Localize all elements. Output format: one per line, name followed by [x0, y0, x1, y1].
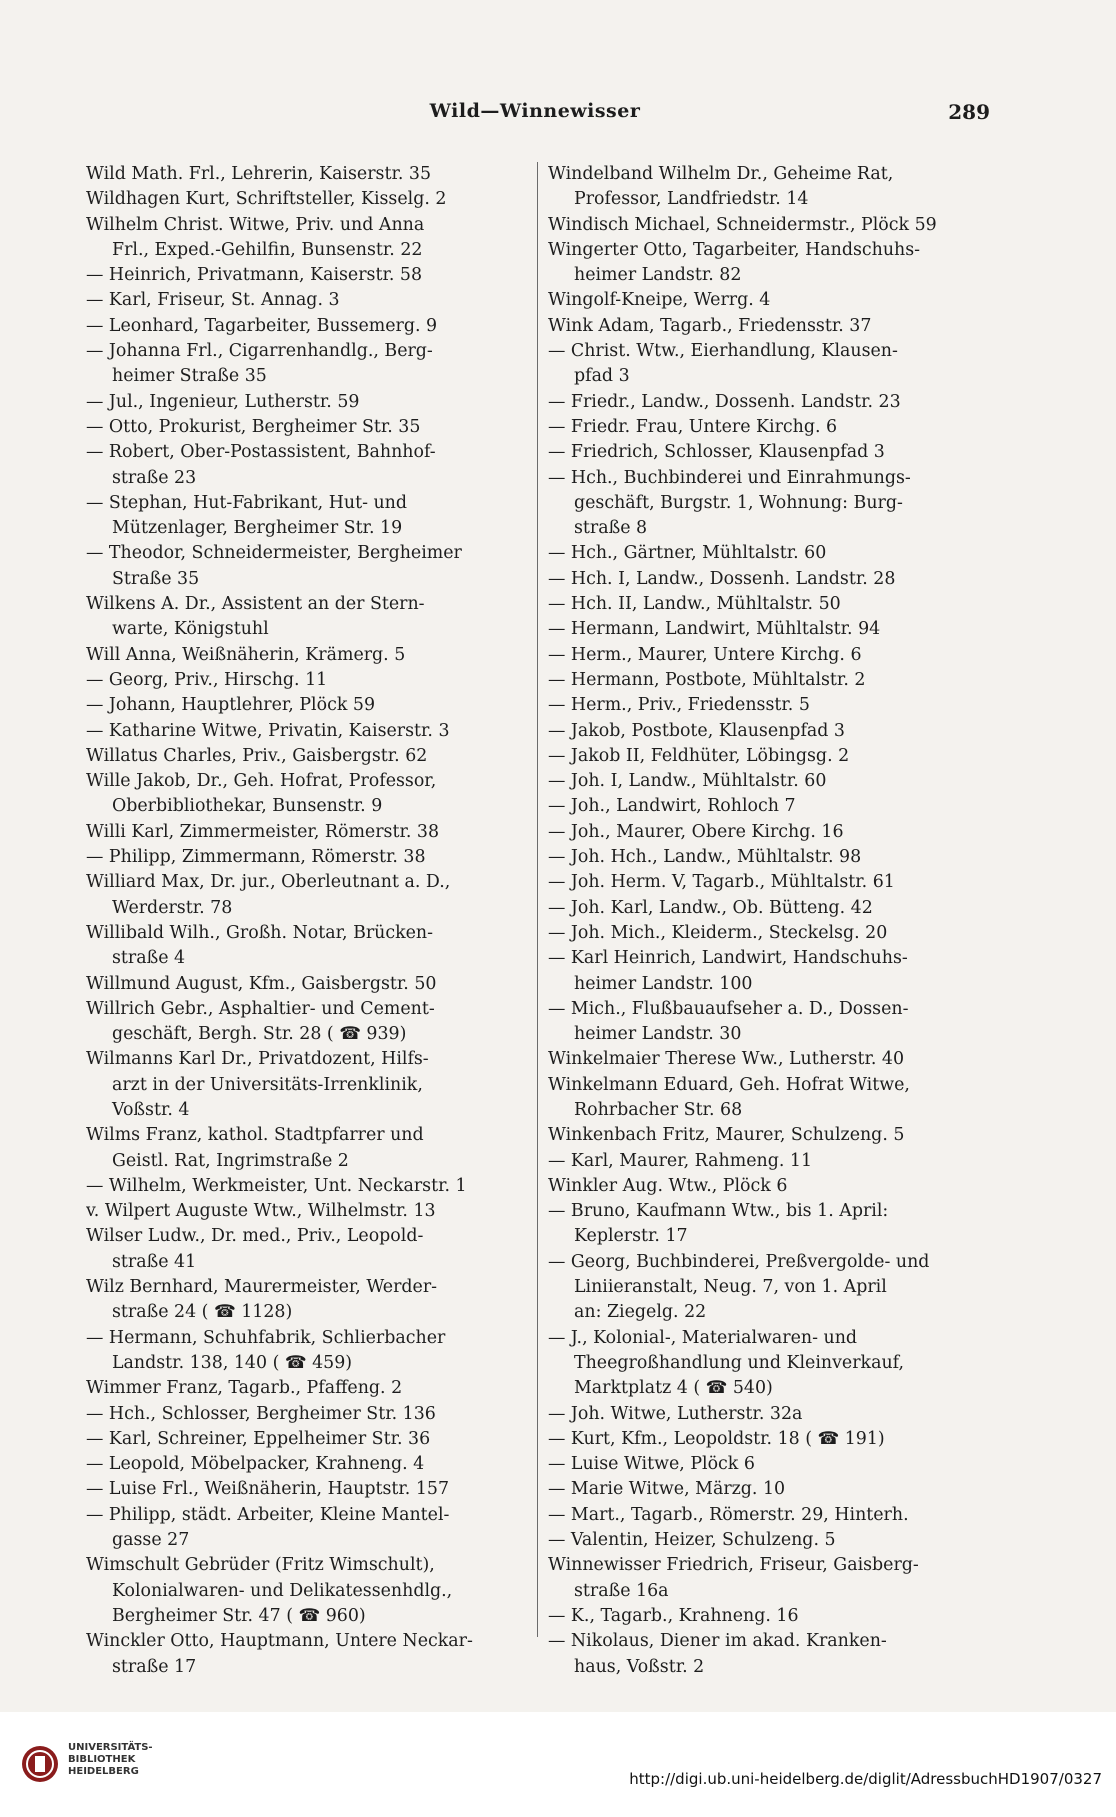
directory-line: — Georg, Buchbinderei, Preßvergolde- und — [548, 1251, 930, 1272]
column-divider — [537, 162, 538, 1637]
directory-line: — Leonhard, Tagarbeiter, Bussemerg. 9 — [86, 315, 438, 336]
directory-line: — Friedr. Frau, Untere Kirchg. 6 — [548, 416, 838, 437]
directory-line: — Philipp, städt. Arbeiter, Kleine Mantel- — [86, 1504, 450, 1525]
directory-line: Bergheimer Str. 47 ( ☎ 960) — [112, 1605, 366, 1626]
directory-line: — Hermann, Schuhfabrik, Schlierbacher — [86, 1327, 446, 1348]
directory-line: — Mich., Flußbauaufseher a. D., Dossen- — [548, 998, 909, 1019]
directory-line: Rohrbacher Str. 68 — [574, 1099, 743, 1120]
directory-line: — Luise Frl., Weißnäherin, Hauptstr. 157 — [86, 1479, 450, 1500]
directory-line: — Hermann, Postbote, Mühltalstr. 2 — [548, 669, 866, 690]
right-column — [548, 162, 992, 1680]
directory-line: — Joh. Herm. V, Tagarb., Mühltalstr. 61 — [548, 872, 895, 893]
directory-line: — Philipp, Zimmermann, Römerstr. 38 — [86, 847, 426, 868]
directory-line: — Bruno, Kaufmann Wtw., bis 1. April: — [548, 1201, 889, 1222]
directory-line: — Herm., Priv., Friedensstr. 5 — [548, 695, 810, 716]
directory-line: gasse 27 — [112, 1530, 190, 1551]
directory-line: — Hch. II, Landw., Mühltalstr. 50 — [548, 594, 841, 615]
directory-line: Landstr. 138, 140 ( ☎ 459) — [112, 1352, 353, 1373]
directory-line: — Theodor, Schneidermeister, Bergheimer — [86, 543, 462, 564]
directory-line: Wink Adam, Tagarb., Friedensstr. 37 — [548, 315, 872, 336]
directory-line: haus, Voßstr. 2 — [574, 1656, 705, 1677]
directory-line: — J., Kolonial-, Materialwaren- und — [548, 1327, 858, 1348]
directory-line: — Jakob, Postbote, Klausenpfad 3 — [548, 720, 845, 741]
directory-line: straße 8 — [574, 518, 648, 539]
running-head — [80, 100, 990, 134]
directory-line: an: Ziegelg. 22 — [574, 1302, 707, 1323]
directory-line: Winnewisser Friedrich, Friseur, Gaisberg- — [548, 1555, 919, 1576]
footer-bar — [0, 1712, 1116, 1817]
directory-line: — Hch., Buchbinderei und Einrahmungs- — [548, 467, 911, 488]
directory-line: — Jul., Ingenieur, Lutherstr. 59 — [86, 391, 360, 412]
directory-line: — Friedrich, Schlosser, Klausenpfad 3 — [548, 442, 885, 463]
directory-line: — Hch., Schlosser, Bergheimer Str. 136 — [86, 1403, 436, 1424]
directory-line: Straße 35 — [112, 568, 200, 589]
directory-line: — Joh. I, Landw., Mühltalstr. 60 — [548, 771, 827, 792]
directory-line: Wilhelm Christ. Witwe, Priv. und Anna — [86, 214, 425, 235]
directory-line: Wimschult Gebrüder (Fritz Wimschult), — [86, 1555, 435, 1576]
directory-line: Winkenbach Fritz, Maurer, Schulzeng. 5 — [548, 1125, 905, 1146]
directory-line: — Nikolaus, Diener im akad. Kranken- — [548, 1631, 887, 1652]
directory-line: — Leopold, Möbelpacker, Krahneng. 4 — [86, 1454, 425, 1475]
left-column — [86, 162, 526, 1680]
directory-line: Wild Math. Frl., Lehrerin, Kaiserstr. 35 — [86, 164, 432, 184]
directory-line: — Herm., Maurer, Untere Kirchg. 6 — [548, 644, 862, 665]
directory-line: Winkler Aug. Wtw., Plöck 6 — [548, 1175, 788, 1196]
directory-line: Will Anna, Weißnäherin, Krämerg. 5 — [86, 644, 406, 665]
directory-line: — Hch., Gärtner, Mühltalstr. 60 — [548, 543, 827, 564]
directory-line: heimer Landstr. 82 — [574, 265, 742, 286]
running-title: Wild—Winnewisser — [429, 100, 641, 122]
directory-line: — Joh. Witwe, Lutherstr. 32a — [548, 1403, 803, 1424]
directory-line: — Mart., Tagarb., Römerstr. 29, Hinterh. — [548, 1504, 909, 1525]
directory-line: Marktplatz 4 ( ☎ 540) — [574, 1378, 773, 1399]
library-logo[interactable] — [20, 1740, 170, 1800]
directory-line: pfad 3 — [574, 366, 630, 387]
directory-line: straße 4 — [112, 948, 186, 969]
directory-line: Willrich Gebr., Asphaltier- und Cement- — [86, 998, 435, 1019]
directory-line: Wimmer Franz, Tagarb., Pfaffeng. 2 — [86, 1378, 403, 1399]
directory-line: Wilms Franz, kathol. Stadtpfarrer und — [86, 1125, 424, 1146]
directory-line: — Valentin, Heizer, Schulzeng. 5 — [548, 1530, 836, 1551]
directory-line: — Joh., Landwirt, Rohloch 7 — [548, 796, 796, 817]
directory-line: — Johann, Hauptlehrer, Plöck 59 — [86, 695, 376, 716]
directory-line: arzt in der Universitäts-Irrenklinik, — [112, 1074, 423, 1095]
library-logo-text: UNIVERSITÄTS- BIBLIOTHEK HEIDELBERG — [68, 1742, 153, 1777]
source-url[interactable]: http://digi.ub.uni-heidelberg.de/diglit/AdressbuchHD1907/0327 — [629, 1770, 1102, 1788]
directory-line: — Luise Witwe, Plöck 6 — [548, 1454, 755, 1475]
directory-line: heimer Landstr. 100 — [574, 973, 753, 994]
directory-line: Willmund August, Kfm., Gaisbergstr. 50 — [86, 973, 437, 994]
directory-line: straße 41 — [112, 1251, 197, 1272]
directory-line: Wingolf-Kneipe, Werrg. 4 — [548, 290, 771, 311]
directory-line: straße 17 — [112, 1656, 197, 1677]
directory-line: Windisch Michael, Schneidermstr., Plöck 59 — [548, 214, 937, 235]
directory-line: — Hermann, Landwirt, Mühltalstr. 94 — [548, 619, 881, 640]
directory-line: — Christ. Wtw., Eierhandlung, Klausen- — [548, 341, 898, 362]
directory-line: — Hch. I, Landw., Dossenh. Landstr. 28 — [548, 568, 896, 589]
directory-line: — Karl, Maurer, Rahmeng. 11 — [548, 1150, 813, 1171]
directory-line: — Joh., Maurer, Obere Kirchg. 16 — [548, 821, 844, 842]
directory-line: heimer Landstr. 30 — [574, 1024, 742, 1045]
directory-line: geschäft, Burgstr. 1, Wohnung: Burg- — [574, 492, 903, 513]
directory-line: Mützenlager, Bergheimer Str. 19 — [112, 518, 403, 539]
directory-line: Theegroßhandlung und Kleinverkauf, — [574, 1352, 904, 1373]
directory-line: Wilser Ludw., Dr. med., Priv., Leopold- — [86, 1226, 424, 1247]
directory-line: Windelband Wilhelm Dr., Geheime Rat, — [548, 164, 894, 184]
directory-line: Keplerstr. 17 — [574, 1226, 688, 1247]
directory-line: Frl., Exped.-Gehilfin, Bunsenstr. 22 — [112, 239, 423, 260]
directory-line: Winckler Otto, Hauptmann, Untere Neckar- — [86, 1631, 473, 1652]
directory-line: warte, Königstuhl — [112, 619, 269, 640]
directory-line: Winkelmaier Therese Ww., Lutherstr. 40 — [548, 1049, 905, 1070]
directory-line: — Karl, Schreiner, Eppelheimer Str. 36 — [86, 1428, 431, 1449]
directory-line: Williard Max, Dr. jur., Oberleutnant a. D., — [86, 872, 451, 893]
directory-line: — Joh. Karl, Landw., Ob. Bütteng. 42 — [548, 897, 873, 918]
directory-line: Winkelmann Eduard, Geh. Hofrat Witwe, — [548, 1074, 910, 1095]
directory-line: Wille Jakob, Dr., Geh. Hofrat, Professor, — [86, 771, 437, 792]
directory-line: Professor, Landfriedstr. 14 — [574, 189, 809, 210]
directory-line: Werderstr. 78 — [112, 897, 233, 918]
directory-line: Willibald Wilh., Großh. Notar, Brücken- — [86, 922, 434, 943]
directory-line: straße 16a — [574, 1580, 669, 1601]
directory-line: — Otto, Prokurist, Bergheimer Str. 35 — [86, 416, 421, 437]
directory-line: Wingerter Otto, Tagarbeiter, Handschuhs- — [548, 239, 921, 260]
directory-line: — Joh. Hch., Landw., Mühltalstr. 98 — [548, 847, 862, 868]
directory-line: Voßstr. 4 — [112, 1099, 190, 1120]
directory-line: Wilz Bernhard, Maurermeister, Werder- — [86, 1277, 438, 1298]
directory-line: — Katharine Witwe, Privatin, Kaiserstr. 3 — [86, 720, 450, 741]
directory-line: geschäft, Bergh. Str. 28 ( ☎ 939) — [112, 1024, 407, 1045]
directory-line: — Kurt, Kfm., Leopoldstr. 18 ( ☎ 191) — [548, 1428, 885, 1449]
directory-line: straße 24 ( ☎ 1128) — [112, 1302, 293, 1323]
directory-line: straße 23 — [112, 467, 197, 488]
directory-line: — Wilhelm, Werkmeister, Unt. Neckarstr. 1 — [86, 1175, 467, 1196]
directory-line: — Karl, Friseur, St. Annag. 3 — [86, 290, 340, 311]
directory-line: — Robert, Ober-Postassistent, Bahnhof- — [86, 442, 436, 463]
directory-line: Geistl. Rat, Ingrimstraße 2 — [112, 1150, 349, 1171]
directory-line: — Heinrich, Privatmann, Kaiserstr. 58 — [86, 265, 423, 286]
directory-line: — Karl Heinrich, Landwirt, Handschuhs- — [548, 948, 908, 969]
directory-line: Oberbibliothekar, Bunsenstr. 9 — [112, 796, 383, 817]
directory-line: heimer Straße 35 — [112, 366, 267, 387]
directory-line: — Jakob II, Feldhüter, Löbingsg. 2 — [548, 745, 850, 766]
directory-line: — K., Tagarb., Krahneng. 16 — [548, 1605, 799, 1626]
directory-line: Liniieranstalt, Neug. 7, von 1. April — [574, 1277, 887, 1298]
directory-line: — Marie Witwe, Märzg. 10 — [548, 1479, 786, 1500]
directory-line: Wilkens A. Dr., Assistent an der Stern- — [86, 594, 425, 615]
directory-line: Wilmanns Karl Dr., Privatdozent, Hilfs- — [86, 1049, 429, 1070]
directory-line: — Friedr., Landw., Dossenh. Landstr. 23 — [548, 391, 901, 412]
directory-line: Wildhagen Kurt, Schriftsteller, Kisselg. 2 — [86, 189, 447, 210]
directory-line: Willi Karl, Zimmermeister, Römerstr. 38 — [86, 821, 440, 842]
directory-line: — Johanna Frl., Cigarrenhandlg., Berg- — [86, 341, 433, 362]
directory-line: Willatus Charles, Priv., Gaisbergstr. 62 — [86, 745, 428, 766]
directory-line: — Georg, Priv., Hirschg. 11 — [86, 669, 328, 690]
directory-line: v. Wilpert Auguste Wtw., Wilhelmstr. 13 — [86, 1201, 436, 1222]
directory-line: — Stephan, Hut-Fabrikant, Hut- und — [86, 492, 408, 513]
library-seal-icon — [20, 1744, 60, 1784]
directory-line: Kolonialwaren- und Delikatessenhdlg., — [112, 1580, 453, 1601]
directory-line: — Joh. Mich., Kleiderm., Steckelsg. 20 — [548, 922, 888, 943]
page-number: 289 — [948, 100, 990, 124]
